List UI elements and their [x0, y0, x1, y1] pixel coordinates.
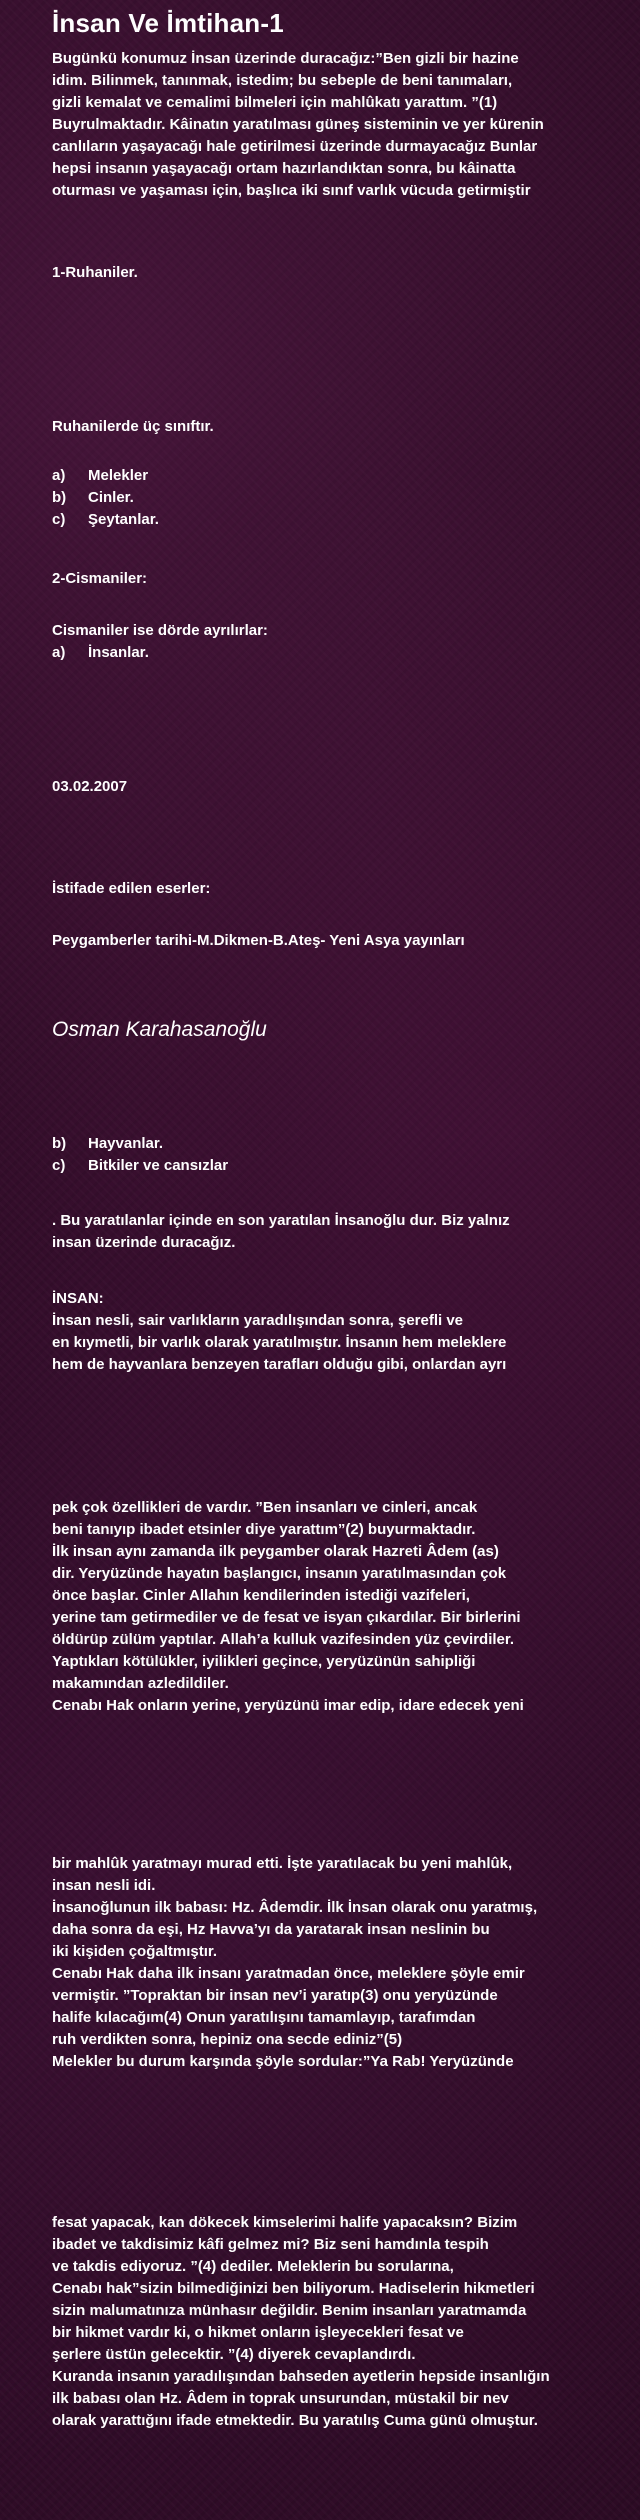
text-line: en kıymetli, bir varlık olarak yaratılmıştır. İnsanın hem meleklere	[52, 1334, 507, 1351]
text-line: yerine tam getirmediler ve de fesat ve isyan çıkardılar. Bir birlerini	[52, 1609, 521, 1626]
list-item-number: a)	[52, 467, 66, 484]
list-item-number: b)	[52, 489, 67, 506]
text-line: iki kişiden çoğaltmıştır.	[52, 1943, 218, 1960]
intro-paragraph	[52, 48, 612, 202]
text-line: gizli kemalat ve cemalimi bilmeleri için mahlûkatı yarattım. ”(1)	[52, 94, 498, 111]
text-line: canlıların yaşayacağı hale getirilmesi üzerinde durmayacağız Bunlar	[52, 138, 538, 155]
text-line: oturması ve yaşaması için, başlıca iki sınıf varlık vücuda getirmiştir	[52, 182, 531, 199]
text-line: halife kılacağım(4) Onun yaratılışını tamamlayıp, tarafımdan	[52, 2009, 476, 2026]
text-line: insan nesli idi.	[52, 1877, 156, 1894]
text-line: bir hikmet vardır ki, o hikmet onların işleyecekleri fesat ve	[52, 2324, 464, 2341]
text-line: . Bu yaratılanlar içinde en son yaratılan İnsanoğlu dur. Biz yalnız	[52, 1212, 510, 1229]
page-title: İnsan Ve İmtihan-1	[52, 8, 284, 38]
list-item-text: Hayvanlar.	[88, 1135, 164, 1152]
ruhaniler-list	[52, 465, 612, 531]
insan-paragraph-4	[52, 2212, 612, 2432]
text-line: makamından azledildiler.	[52, 1675, 229, 1692]
text-line: Kuranda insanın yaradılışından bahseden ayetlerin hepside insanlığın	[52, 2368, 550, 2385]
text-line: Bugünkü konumuz İnsan üzerinde duracağız:”Ben gizli bir hazine	[52, 50, 519, 67]
text-line: Buyrulmaktadır. Kâinatın yaratılması güneş sisteminin ve yer kürenin	[52, 116, 544, 133]
text-line: ilk babası olan Hz. Âdem in toprak unsurundan, müstakil bir nev	[52, 2390, 509, 2407]
cismaniler-intro: Cismaniler ise dörde ayrılırlar:	[52, 622, 268, 639]
insan-heading: İNSAN:	[52, 1290, 104, 1307]
text-line: idim. Bilinmek, tanınmak, istedim; bu sebeple de beni tanımaları,	[52, 72, 513, 89]
author-signature: Osman Karahasanoğlu	[52, 1018, 267, 1041]
section-heading-cismaniler: 2-Cismaniler:	[52, 570, 148, 587]
text-line: ibadet ve takdisimiz kâfi gelmez mi? Biz seni hamdınla tespih	[52, 2236, 489, 2253]
text-line: şerlere üstün gelecektir. ”(4) diyerek cevaplandırdı.	[52, 2346, 416, 2363]
text-line: fesat yapacak, kan dökecek kimselerimi halife yapacaksın? Bizim	[52, 2214, 518, 2231]
list-item	[52, 642, 612, 664]
text-line: sizin malumatınıza münhasır değildir. Benim insanları yaratmamda	[52, 2302, 527, 2319]
text-line: bir mahlûk yaratmayı murad etti. İşte yaratılacak bu yeni mahlûk,	[52, 1855, 513, 1872]
text-line: pek çok özellikleri de vardır. ”Ben insanları ve cinleri, ancak	[52, 1499, 478, 1516]
text-line: Yaptıkları kötülükler, iyilikleri geçince, yeryüzünün sahipliği	[52, 1653, 476, 1670]
text-line: İnsan nesli, sair varlıkların yaradılışından sonra, şerefli ve	[52, 1312, 464, 1329]
cismaniler-block	[52, 620, 612, 664]
insan-paragraph-3	[52, 1853, 612, 2073]
list-item-text: Şeytanlar.	[88, 511, 159, 528]
list-item-number: c)	[52, 511, 66, 528]
text-line: olarak yarattığını ifade etmektedir. Bu yaratılış Cuma günü olmuştur.	[52, 2412, 538, 2429]
list-item-number: c)	[52, 1157, 66, 1174]
text-line: insan üzerinde duracağız.	[52, 1234, 236, 1251]
text-line: ruh verdikten sonra, hepiniz ona secde ediniz”(5)	[52, 2031, 403, 2048]
text-line: hepsi insanın yaşayacağı ortam hazırlandıktan sonra, bu kâinatta	[52, 160, 516, 177]
list-item-text: Bitkiler ve cansızlar	[88, 1157, 229, 1174]
text-line: önce başlar. Cinler Allahın kendilerinden istediği vazifeleri,	[52, 1587, 470, 1604]
list-item	[52, 465, 612, 487]
list-item-number: b)	[52, 1135, 67, 1152]
text-line: İnsanoğlunun ilk babası: Hz. Âdemdir. İlk İnsan olarak onu yaratmış,	[52, 1899, 538, 1916]
ruhaniler-intro: Ruhanilerde üç sınıftır.	[52, 418, 214, 435]
text-line: Cenabı Hak onların yerine, yeryüzünü imar edip, idare edecek yeni	[52, 1697, 524, 1714]
text-line: Cenabı Hak daha ilk insanı yaratmadan önce, meleklere şöyle emir	[52, 1965, 525, 1982]
list-item	[52, 509, 612, 531]
date: 03.02.2007	[52, 778, 128, 795]
text-line: Melekler bu durum karşında şöyle sordular:”Ya Rab! Yeryüzünde	[52, 2053, 514, 2070]
text-line: beni tanıyıp ibadet etsinler diye yarattım”(2) buyurmaktadır.	[52, 1521, 476, 1538]
sources-label: İstifade edilen eserler:	[52, 880, 211, 897]
text-line: hem de hayvanlara benzeyen tarafları olduğu gibi, onlardan ayrı	[52, 1356, 507, 1373]
text-line: İlk insan aynı zamanda ilk peygamber olarak Hazreti Âdem (as)	[52, 1543, 499, 1560]
sources-text: Peygamberler tarihi-M.Dikmen-B.Ateş- Yeni Asya yayınları	[52, 932, 465, 949]
list-item	[52, 487, 612, 509]
section-heading-ruhaniler: 1-Ruhaniler.	[52, 264, 138, 281]
text-line: vermiştir. ”Topraktan bir insan nev’i yaratıp(3) onu yeryüzünde	[52, 1987, 498, 2004]
text-line: öldürüp zülüm yaptılar. Allah’a kulluk vazifesinden yüz çevirdiler.	[52, 1631, 515, 1648]
text-line: ve takdis ediyoruz. ”(4) dediler. Meleklerin bu sorularına,	[52, 2258, 454, 2275]
list-item	[52, 1155, 612, 1177]
list-item-number: a)	[52, 644, 66, 661]
cismaniler-rest-list	[52, 1133, 612, 1177]
last-created-paragraph	[52, 1210, 612, 1254]
text-line: Cenabı hak”sizin bilmediğinizi ben biliyorum. Hadiselerin hikmetleri	[52, 2280, 535, 2297]
insan-paragraph-2	[52, 1497, 612, 1717]
list-item	[52, 1133, 612, 1155]
list-item-text: Cinler.	[88, 489, 134, 506]
insan-section	[52, 1288, 612, 1376]
list-item-text: Melekler	[88, 467, 149, 484]
list-item-text: İnsanlar.	[88, 644, 149, 661]
text-line: dir. Yeryüzünde hayatın başlangıcı, insanın yaratılmasından çok	[52, 1565, 507, 1582]
text-line: daha sonra da eşi, Hz Havva’yı da yaratarak insan neslinin bu	[52, 1921, 490, 1938]
